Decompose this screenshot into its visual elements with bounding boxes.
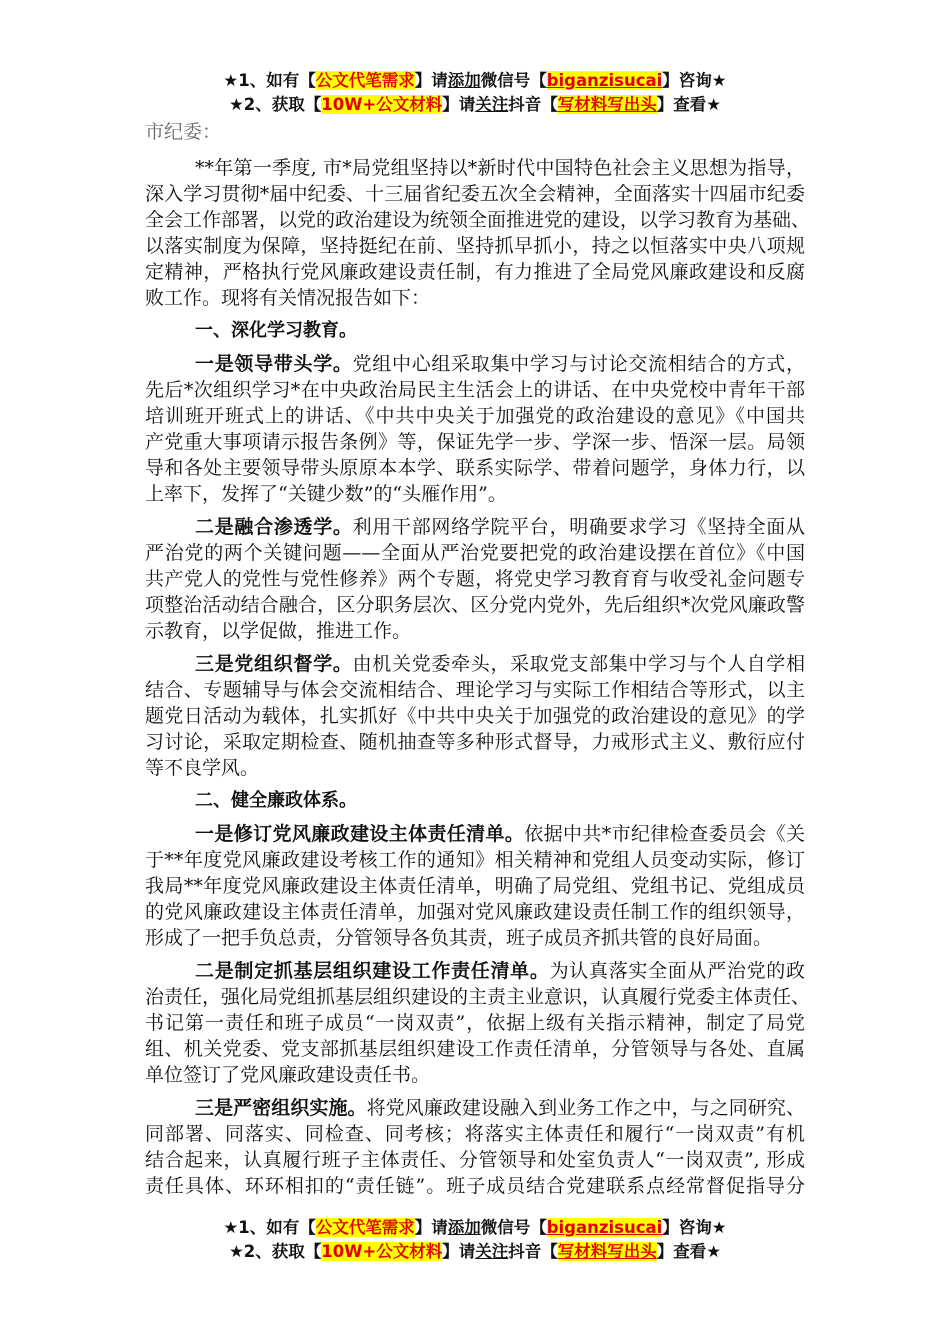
star-icon: ★ bbox=[711, 71, 727, 90]
promo-text: 】请 bbox=[442, 1242, 476, 1261]
line-text: 书记第一责任和班子成员“一岗双责”，依据上级有关指示精神，制定了局党 bbox=[145, 1012, 805, 1034]
promo-text: 抖音【 bbox=[508, 1242, 558, 1261]
text-line bbox=[145, 1121, 805, 1147]
text-line bbox=[145, 1036, 805, 1062]
text-line bbox=[145, 181, 805, 207]
line-text: 为认真落实全面从严治党的政 bbox=[549, 960, 805, 982]
line-text: 等不良学风。 bbox=[145, 757, 260, 779]
line-text: 定精神，严格执行党风廉政建设责任制，有力推进了全局党风廉政建设和反腐 bbox=[145, 261, 805, 283]
text-line bbox=[145, 514, 805, 540]
line-text: 利用干部网络学院平台，明确要求学习《坚持全面从 bbox=[352, 516, 805, 538]
line-text: 题党日活动为载体，扎实抓好《中共中央关于加强党的政治建设的意见》的学 bbox=[145, 705, 805, 727]
line-text: 导和各处主要领导带头原原本本学、联系实际学、带着问题学，身体力行，以 bbox=[145, 457, 805, 479]
text-line bbox=[145, 377, 805, 403]
text-line bbox=[145, 899, 805, 925]
text-line bbox=[145, 925, 805, 951]
underlined-text: 关注 bbox=[475, 1242, 509, 1261]
wechat-id: biganzisucai bbox=[546, 71, 663, 90]
line-text: **年第一季度, 市*局党组坚持以*新时代中国特色社会主义思想为指导， bbox=[195, 157, 805, 179]
highlight-materials: 10W+公文材料 bbox=[321, 95, 443, 114]
text-line bbox=[145, 318, 805, 344]
line-text: 以落实制度为保障，坚持挺纪在前、坚持抓早抓小，持之以恒落实中央八项规 bbox=[145, 235, 805, 257]
text-line bbox=[145, 233, 805, 259]
line-text: 由机关党委牵头，采取党支部集中学习与个人自学相 bbox=[352, 653, 805, 675]
promo-text: 】查看 bbox=[656, 95, 707, 114]
text-line bbox=[145, 788, 805, 814]
promo-text: 】咨询 bbox=[662, 71, 712, 90]
underlined-text: 添加 bbox=[447, 71, 481, 90]
line-text: 形成了一把手负总责，分管领导各负其责，班子成员齐抓共管的良好局面。 bbox=[145, 927, 773, 949]
line-text: 败工作。现将有关情况报告如下： bbox=[145, 287, 431, 309]
text-line bbox=[145, 481, 805, 507]
text-line bbox=[145, 755, 805, 781]
section-heading bbox=[145, 788, 805, 814]
promo-text: 】请 bbox=[414, 1218, 448, 1237]
promo-text: 】请 bbox=[442, 95, 476, 114]
line-text: 同部署、同落实、同检查、同考核；将落实主体责任和履行“一岗双责”有机 bbox=[145, 1123, 805, 1145]
line-text: 产党重大事项请示报告条例》等，保证先学一步、学深一步、悟深一层。局领 bbox=[145, 431, 805, 453]
paragraph-lead: 一是领导带头学。 bbox=[195, 353, 353, 375]
text-line bbox=[145, 1147, 805, 1173]
text-line bbox=[145, 821, 805, 847]
line-text: 二、健全廉政体系。 bbox=[195, 790, 357, 811]
promo-line-1 bbox=[0, 1216, 950, 1240]
line-text: 全会工作部署，以党的政治建设为统领全面推进党的建设，以学习教育为基础、 bbox=[145, 209, 811, 231]
promo-text: 1、如有【 bbox=[238, 1218, 316, 1237]
text-line bbox=[145, 873, 805, 899]
promo-text: 2、获取【 bbox=[243, 95, 322, 114]
line-text: 上率下，发挥了“关键少数”的“头雁作用”。 bbox=[145, 483, 507, 505]
line-text: 先后*次组织学习*在中央政治局民主生活会上的讲话、在中央党校中青年干部 bbox=[145, 379, 805, 401]
paragraph-lead: 一是修订党风廉政建设主体责任清单。 bbox=[195, 823, 525, 845]
promo-text: 】咨询 bbox=[662, 1218, 712, 1237]
line-text: 培训班开班式上的讲话、《中共中央关于加强党的政治建设的意见》《中国共 bbox=[145, 405, 805, 427]
line-text: 责任具体、环环相扣的“责任链”。班子成员结合党建联系点经常督促指导分 bbox=[145, 1175, 805, 1197]
star-icon: ★ bbox=[228, 95, 244, 114]
text-line bbox=[145, 429, 805, 455]
text-line bbox=[145, 455, 805, 481]
text-line bbox=[145, 351, 805, 377]
salutation: 市纪委： bbox=[145, 121, 222, 143]
promo-banner-top bbox=[0, 69, 950, 117]
text-line bbox=[145, 285, 805, 311]
paragraph bbox=[145, 1095, 805, 1199]
paragraph bbox=[145, 651, 805, 781]
douyin-account: 写材料写出头 bbox=[557, 1242, 657, 1261]
highlight-service: 公文代笔需求 bbox=[315, 71, 415, 90]
text-line bbox=[145, 1010, 805, 1036]
text-line bbox=[145, 155, 805, 181]
promo-text: 2、获取【 bbox=[243, 1242, 322, 1261]
line-text: 习讨论，采取定期检查、随机抽查等多种形式督导，力戒形式主义、敷衍应付 bbox=[145, 731, 805, 753]
text-line bbox=[145, 958, 805, 984]
paragraph bbox=[145, 958, 811, 1088]
promo-line-2 bbox=[0, 93, 950, 117]
underlined-text: 关注 bbox=[475, 95, 509, 114]
star-icon: ★ bbox=[711, 1218, 727, 1237]
section-heading bbox=[145, 318, 805, 344]
text-line bbox=[145, 677, 805, 703]
text-line bbox=[145, 592, 805, 618]
paragraph-lead: 三是党组织督学。 bbox=[195, 653, 353, 675]
highlight-service: 公文代笔需求 bbox=[315, 1218, 415, 1237]
line-text: 一、深化学习教育。 bbox=[195, 320, 357, 341]
paragraph-lead: 二是制定抓基层组织建设工作责任清单。 bbox=[195, 960, 550, 982]
line-text: 结合、专题辅导与体会交流相结合、理论学习与实际工作相结合等形式，以主 bbox=[145, 679, 805, 701]
text-line bbox=[145, 540, 805, 566]
promo-text: 微信号【 bbox=[480, 71, 547, 90]
promo-text: 抖音【 bbox=[508, 95, 558, 114]
line-text: 组、机关党委、党支部抓基层组织建设工作责任清单，分管领导与各处、直属 bbox=[145, 1038, 805, 1060]
highlight-materials: 10W+公文材料 bbox=[321, 1242, 443, 1261]
line-text: 深入学习贯彻*届中纪委、十三届省纪委五次全会精神，全面落实十四届市纪委 bbox=[145, 183, 805, 205]
paragraph bbox=[145, 155, 811, 311]
text-line bbox=[145, 984, 811, 1010]
text-line bbox=[145, 651, 805, 677]
line-text: 我局**年度党风廉政建设主体责任清单，明确了局党组、党组书记、党组成员 bbox=[145, 875, 805, 897]
line-text: 结合起来，认真履行班子主体责任、分管领导和处室负责人“一岗双责”, 形成 bbox=[145, 1149, 805, 1171]
text-line bbox=[145, 729, 805, 755]
text-line bbox=[145, 1173, 805, 1199]
line-text: 将党风廉政建设融入到业务工作之中，与之同研究、 bbox=[366, 1097, 805, 1119]
line-text: 共产党人的党性与党性修养》两个专题，将党史学习教育育与收受礼金问题专 bbox=[145, 568, 805, 590]
star-icon: ★ bbox=[223, 1218, 239, 1237]
text-line bbox=[145, 1062, 805, 1088]
paragraph bbox=[145, 351, 805, 507]
promo-text: 微信号【 bbox=[480, 1218, 547, 1237]
promo-text: 】查看 bbox=[656, 1242, 707, 1261]
paragraph bbox=[145, 514, 805, 644]
promo-line-2 bbox=[0, 1240, 950, 1264]
promo-text: 1、如有【 bbox=[238, 71, 316, 90]
text-line bbox=[145, 566, 805, 592]
paragraph bbox=[145, 821, 805, 951]
line-text: 严治党的两个关键问题——全面从严治党要把党的政治建设摆在首位》《中国 bbox=[145, 542, 805, 564]
line-text: 治责任，强化局党组抓基层组织建设的主责主业意识，认真履行党委主体责任、 bbox=[145, 986, 811, 1008]
paragraph-lead: 二是融合渗透学。 bbox=[195, 516, 353, 538]
star-icon: ★ bbox=[706, 1242, 722, 1261]
star-icon: ★ bbox=[223, 71, 239, 90]
promo-text: 】请 bbox=[414, 71, 448, 90]
text-line bbox=[145, 847, 805, 873]
wechat-id: biganzisucai bbox=[546, 1218, 663, 1237]
line-text: 的党风廉政建设主体责任清单，加强对党风廉政建设责任制工作的组织领导， bbox=[145, 901, 805, 923]
douyin-account: 写材料写出头 bbox=[557, 95, 657, 114]
text-line bbox=[145, 703, 805, 729]
document-body bbox=[145, 155, 811, 1199]
line-text: 于**年度党风廉政建设考核工作的通知》相关精神和党组人员变动实际，修订 bbox=[145, 849, 805, 871]
promo-banner-bottom bbox=[0, 1216, 950, 1264]
paragraph-lead: 三是严密组织实施。 bbox=[195, 1097, 367, 1119]
underlined-text: 添加 bbox=[447, 1218, 481, 1237]
line-text: 依据中共*市纪律检查委员会《关 bbox=[524, 823, 805, 845]
promo-line-1 bbox=[0, 69, 950, 93]
star-icon: ★ bbox=[228, 1242, 244, 1261]
star-icon: ★ bbox=[706, 95, 722, 114]
line-text: 示教育，以学促做，推进工作。 bbox=[145, 620, 412, 642]
text-line bbox=[145, 1095, 805, 1121]
text-line bbox=[145, 259, 805, 285]
text-line bbox=[145, 207, 811, 233]
line-text: 项整治活动结合融合，区分职务层次、区分党内党外，先后组织*次党风廉政警 bbox=[145, 594, 805, 616]
text-line bbox=[145, 618, 805, 644]
line-text: 党组中心组采取集中学习与讨论交流相结合的方式， bbox=[352, 353, 805, 375]
text-line bbox=[145, 403, 805, 429]
line-text: 单位签订了党风廉政建设责任书。 bbox=[145, 1064, 431, 1086]
